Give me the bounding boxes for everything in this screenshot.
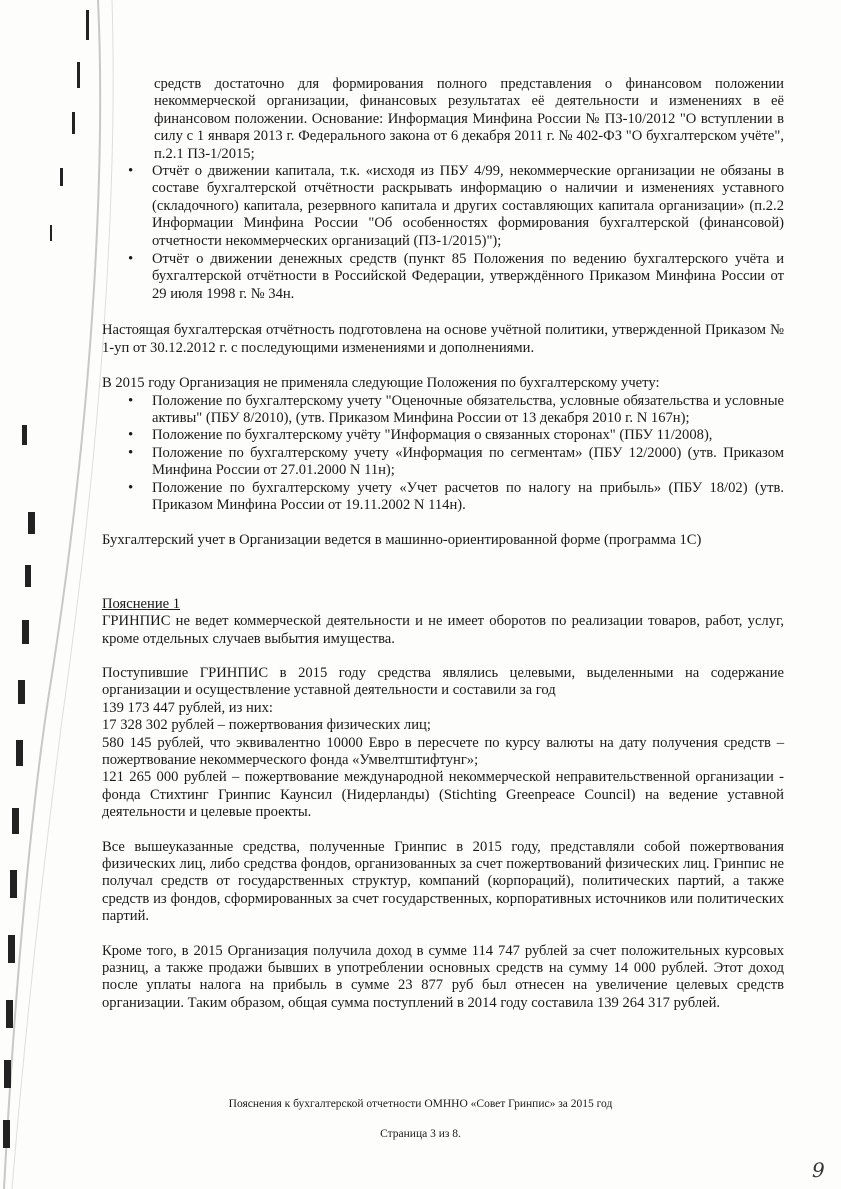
funds-intro: Поступившие ГРИНПИС в 2015 году средства являлись целевыми, выделенными на содержание организации и осуществление уставной деятельности и составили за год xyxy=(102,664,784,699)
funds-line: 121 265 000 рублей – пожертвование международной некоммерческой неправительственной организации - фонда Стихтинг Гринпис Каунсил (Нидерланды) (Stichting Greenpeace Council) на ведение уставной деятельности и целевые проекты. xyxy=(102,769,784,821)
not-applied-intro: В 2015 году Организация не применяла следующие Положения по бухгалтерскому учету: xyxy=(102,375,660,392)
footer-title: Пояснения к бухгалтерской отчетности ОМННО «Совет Гринпис» за 2015 год xyxy=(228,1098,613,1110)
list-item: • Положение по бухгалтерскому учету «Учет расчетов по налогу на прибыль» (ПБУ 18/02) (утв. Приказом Минфина России от 19.11.2002 N 114н). xyxy=(102,480,784,515)
income-paragraph: Кроме того, в 2015 Организация получила доход в сумме 114 747 рублей за счет положительных курсовых разниц, а также продажи бывших в употреблении основных средств на сумму 14 000 рублей. Этот доход после уплаты налога на прибыль в сумме 23 877 руб был отнесен на увеличение целевых средств организации. Таким образом, общая сумма поступлений в 2014 году составила 139 264 317 рублей. xyxy=(102,942,784,1011)
list-item: • Отчёт о движении денежных средств (пункт 85 Положения по ведению бухгалтерского учёта и бухгалтерской отчётности в Российской Федерации, утверждённого Приказом Минфина России от 29 июля 1998 г. № 34н. xyxy=(102,251,784,303)
list-item: • Положение по бухгалтерскому учету "Оценочные обязательства, условные обязательства и условные активы" (ПБУ 8/2010), (утв. Приказом Минфина России от 13 декабря 2010 г. N 167н); xyxy=(102,393,784,428)
list-item: • Положение по бухгалтерскому учету «Информация по сегментам» (ПБУ 12/2000) (утв. Приказом Минфина России от 27.01.2000 N 11н); xyxy=(102,445,784,480)
list-item: • Отчёт о движении капитала, т.к. «исходя из ПБУ 4/99, некоммерческие организации не обязаны в составе бухгалтерской отчётности раскрывать информацию о наличии и изменениях уставного (складочного) капитала, резервного капитала и других составляющих капитала организации» (п.2.2 Информации Минфина России "Об особенностях формирования бухгалтерской (финансовой) отчетности некоммерческих организаций (ПЗ-1/2015)"); xyxy=(102,163,784,250)
list-item: • Положение по бухгалтерскому учёту "Информация о связанных сторонах" (ПБУ 11/2008), xyxy=(102,427,784,444)
note-paragraph: ГРИНПИС не ведет коммерческой деятельности и не имеет оборотов по реализации товаров, работ, услуг, кроме отдельных случаев выбытия имущества. xyxy=(102,613,784,647)
reports-not-included-list xyxy=(102,163,784,303)
funds-total: 139 173 447 рублей, из них: xyxy=(102,699,273,716)
handwritten-page-number: 9 xyxy=(812,1158,825,1182)
funds-line: 580 145 рублей, что эквивалентно 10000 Евро в пересчете по курсу валюты на дату получения средств – пожертвование некоммерческого фонда «Умвелтштифтунг»; xyxy=(102,734,784,768)
policy-paragraph: Настоящая бухгалтерская отчётность подготовлена на основе учётной политики, утвержденной Приказом № 1-уп от 30.12.2012 г. с последующими изменениями и дополнениями. xyxy=(102,322,784,356)
accounting-form-paragraph: Бухгалтерский учет в Организации ведется в машинно-ориентированной форме (программа 1С) xyxy=(102,532,702,549)
funds-line: 17 328 302 рублей – пожертвования физических лиц; xyxy=(102,717,431,734)
sources-paragraph: Все вышеуказанные средства, полученные Гринпис в 2015 году, представляли собой пожертвования физических лиц, либо средства фондов, организованных за счет пожертвований физических лиц. Гринпис не получал средств от государственных структур, компаний (корпораций), политических партий, а также средств из фондов, сформированных за счет государственных, корпоративных источников или политических партий. xyxy=(102,838,784,925)
note-heading: Пояснение 1 xyxy=(102,595,181,612)
document-body xyxy=(102,76,784,1012)
top-paragraph: средств достаточно для формирования полного представления о финансовом положении некоммерческой организации, финансовых результатах её деятельности и изменениях в её финансовом положении. Основание: Информация Минфина России № ПЗ-10/2012 "О вступлении в силу с 1 января 2013 г. Федерального закона от 6 декабря 2011 г. № 402-ФЗ "О бухгалтерском учёте", п.2.1 ПЗ-1/2015; xyxy=(154,76,784,162)
not-applied-list xyxy=(102,393,784,515)
footer-page-counter: Страница 3 из 8. xyxy=(380,1128,461,1140)
